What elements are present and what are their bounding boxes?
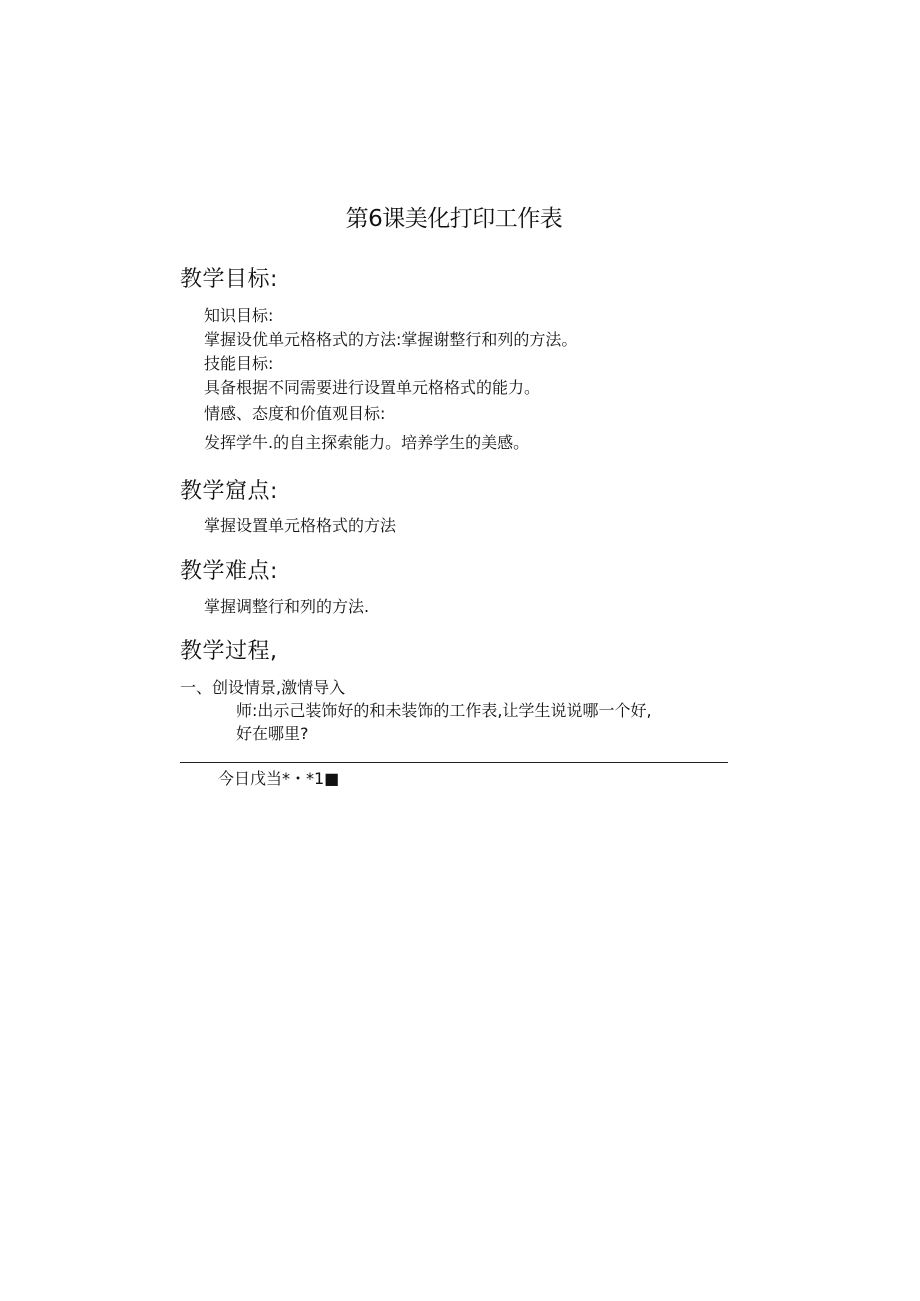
horizontal-divider: [180, 762, 728, 763]
process-teacher-line-2: 好在哪里?: [236, 724, 309, 743]
objective-line-knowledge-label: 知识目标:: [204, 306, 274, 325]
objective-line-skill-label: 技能目标:: [204, 354, 274, 373]
key-points-heading: 教学窟点:: [180, 479, 278, 504]
objective-line-emotion: 发挥学牛.的自主探索能力。培养学生的美感。: [204, 433, 530, 452]
key-points-line: 掌握设置单元格格式的方法: [204, 516, 397, 535]
objective-line-skill: 具备根据不同需要进行设置单元格格式的能力。: [204, 378, 541, 397]
process-step-1: 一、创设情景,激情导入: [180, 678, 346, 697]
footer-text: 今日戊当*・*1■: [218, 769, 340, 788]
process-teacher-line-1: 师:出示己装饰好的和未装饰的工作表,让学生说说哪一个好,: [236, 701, 652, 720]
objective-line-knowledge: 掌握设优单元格格式的方法:掌握谢整行和列的方法。: [204, 330, 578, 349]
difficulties-line: 掌握调整行和列的方法.: [204, 597, 370, 616]
difficulties-heading: 教学难点:: [180, 559, 278, 584]
objective-line-emotion-label: 情感、态度和价值观目标:: [204, 404, 386, 423]
process-heading: 教学过程,: [180, 639, 278, 664]
document-title: 第6课美化打印工作表: [345, 206, 563, 232]
objectives-heading: 教学目标:: [180, 267, 278, 292]
